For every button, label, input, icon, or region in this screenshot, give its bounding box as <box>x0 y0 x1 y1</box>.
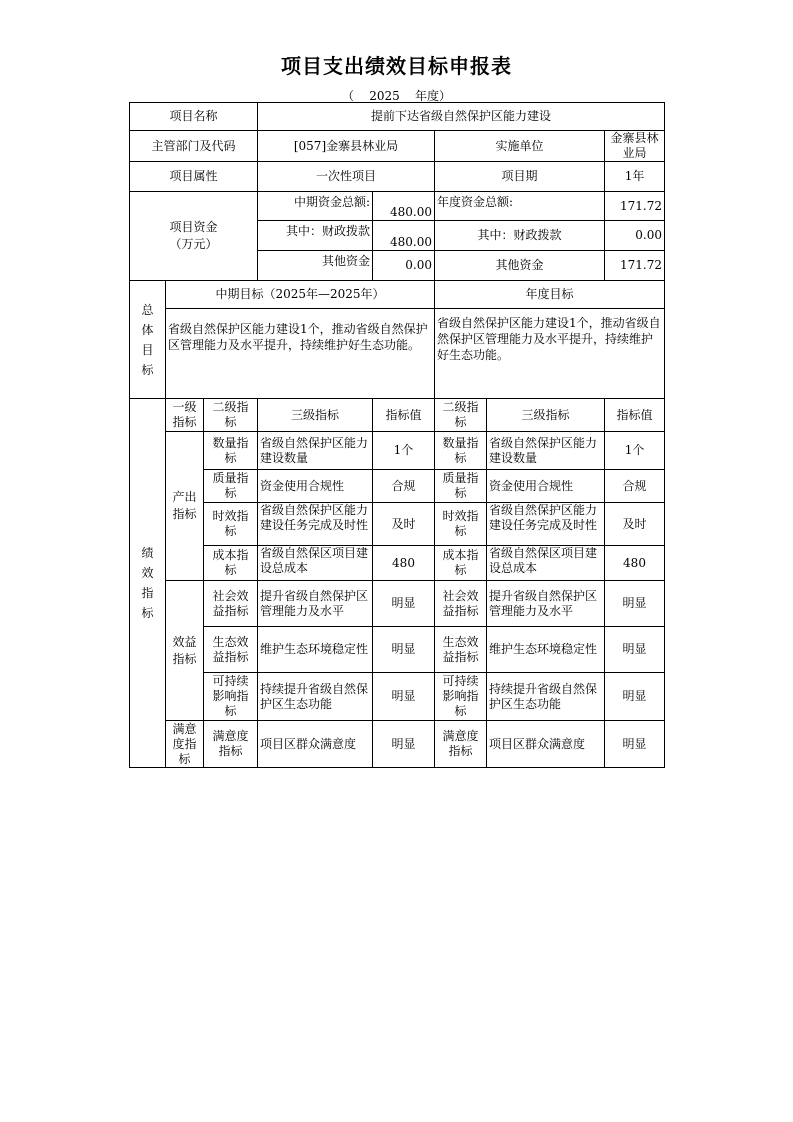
table-row <box>130 432 665 470</box>
perf-header-level1: 一级 指标 <box>166 399 204 432</box>
row-value: 及时 <box>373 503 435 546</box>
row-l3: 持续提升省级自然保护区生态功能 <box>258 673 373 721</box>
row-value: 明显 <box>373 581 435 627</box>
table-row <box>130 673 665 721</box>
row-value: 明显 <box>373 627 435 673</box>
table-row <box>130 503 665 546</box>
year-fin-value: 0.00 <box>605 221 665 251</box>
row-l2: 社会效 益指标 <box>204 581 258 627</box>
project-name-label: 项目名称 <box>130 103 258 131</box>
row-value: 480 <box>373 546 435 581</box>
table-row <box>130 546 665 581</box>
row-value-year: 480 <box>605 546 665 581</box>
row-l2: 生态效 益指标 <box>204 627 258 673</box>
project-name-value: 提前下达省级自然保护区能力建设 <box>258 103 665 131</box>
row-l2-year: 可持续 影响指 标 <box>435 673 487 721</box>
row-l3: 项目区群众满意度 <box>258 721 373 768</box>
row-l3: 省级自然保区项目建设总成本 <box>258 546 373 581</box>
mid-other-value: 0.00 <box>373 251 435 281</box>
year-other-value: 171.72 <box>605 251 665 281</box>
mid-fin-value: 480.00 <box>373 221 435 251</box>
table-row <box>130 581 665 627</box>
project-period-label: 项目期 <box>435 162 605 192</box>
table-row <box>130 470 665 503</box>
row-l2: 质量指 标 <box>204 470 258 503</box>
group-output: 产出 指标 <box>166 432 204 581</box>
perf-indicator-label: 绩 效 指 标 <box>130 399 166 768</box>
row-l2-year: 生态效 益指标 <box>435 627 487 673</box>
row-value: 明显 <box>373 673 435 721</box>
year-total-value: 171.72 <box>605 192 665 221</box>
row-l3: 资金使用合规性 <box>258 470 373 503</box>
mid-goal-header: 中期目标（2025年—2025年） <box>166 281 435 309</box>
row-value-year: 及时 <box>605 503 665 546</box>
perf-header-level3: 三级指标 <box>258 399 373 432</box>
project-period-value: 1年 <box>605 162 665 192</box>
row-value: 合规 <box>373 470 435 503</box>
row-l3-year: 省级自然保护区能力建设数量 <box>487 432 605 470</box>
form-title: 项目支出绩效目标申报表 <box>281 54 512 78</box>
row-l2: 数量指 标 <box>204 432 258 470</box>
row-l3-year: 项目区群众满意度 <box>487 721 605 768</box>
row-l3-year: 省级自然保护区能力建设任务完成及时性 <box>487 503 605 546</box>
group-satisfaction: 满意 度指 标 <box>166 721 204 768</box>
year-goal-text: 省级自然保护区能力建设1个，推动省级自然保护区管理能力及水平提升，持续维护好生态功能。 <box>435 309 665 399</box>
row-l3: 维护生态环境稳定性 <box>258 627 373 673</box>
row-value-year: 明显 <box>605 627 665 673</box>
row-l2-year: 时效指 标 <box>435 503 487 546</box>
perf-header-level2: 二级指 标 <box>204 399 258 432</box>
row-l3: 省级自然保护区能力建设任务完成及时性 <box>258 503 373 546</box>
row-l2: 时效指 标 <box>204 503 258 546</box>
row-l3-year: 维护生态环境稳定性 <box>487 627 605 673</box>
table-row <box>130 627 665 673</box>
year-other-label: 其他资金 <box>435 251 605 281</box>
mid-goal-text: 省级自然保护区能力建设1个，推动省级自然保护区管理能力及水平提升，持续维护好生态功能。 <box>166 309 435 399</box>
row-value-year: 明显 <box>605 721 665 768</box>
funds-label: 项目资金 （万元） <box>130 192 258 281</box>
year-goal-header: 年度目标 <box>435 281 665 309</box>
perf-header-level3-year: 三级指标 <box>487 399 605 432</box>
row-l2: 成本指 标 <box>204 546 258 581</box>
project-attr-label: 项目属性 <box>130 162 258 192</box>
row-value-year: 明显 <box>605 673 665 721</box>
row-value-year: 合规 <box>605 470 665 503</box>
impl-unit-value: 金寨县林业局 <box>605 131 665 162</box>
row-l2-year: 社会效 益指标 <box>435 581 487 627</box>
group-benefit: 效益 指标 <box>166 581 204 721</box>
dept-value: [057]金寨县林业局 <box>258 131 435 162</box>
perf-header-value: 指标值 <box>373 399 435 432</box>
row-l2: 可持续 影响指 标 <box>204 673 258 721</box>
overall-goal-label: 总 体 目 标 <box>130 281 166 399</box>
row-value-year: 明显 <box>605 581 665 627</box>
row-l3-year: 持续提升省级自然保护区生态功能 <box>487 673 605 721</box>
mid-other-label: 其他资金 <box>258 251 373 281</box>
perf-header-value-year: 指标值 <box>605 399 665 432</box>
year-total-label: 年度资金总额: <box>435 192 605 221</box>
row-l3: 提升省级自然保护区管理能力及水平 <box>258 581 373 627</box>
row-l2-year: 质量指 标 <box>435 470 487 503</box>
mid-total-label: 中期资金总额: <box>258 192 373 221</box>
mid-fin-label: 其中：财政拨款 <box>258 221 373 251</box>
row-value: 1个 <box>373 432 435 470</box>
year-unit: 年度） <box>415 89 452 103</box>
dept-label: 主管部门及代码 <box>130 131 258 162</box>
row-value-year: 1个 <box>605 432 665 470</box>
row-l2: 满意度 指标 <box>204 721 258 768</box>
row-l2-year: 成本指 标 <box>435 546 487 581</box>
table-row <box>130 721 665 768</box>
year-fin-label: 其中：财政拨款 <box>435 221 605 251</box>
year-value: 2025 <box>369 89 400 103</box>
row-l2-year: 数量指 标 <box>435 432 487 470</box>
row-l3: 省级自然保护区能力建设数量 <box>258 432 373 470</box>
year-open: （ <box>341 89 354 103</box>
perf-header-level2-year: 二级指 标 <box>435 399 487 432</box>
impl-unit-label: 实施单位 <box>435 131 605 162</box>
row-l3-year: 提升省级自然保护区管理能力及水平 <box>487 581 605 627</box>
performance-form-table <box>129 102 665 768</box>
row-l2-year: 满意度 指标 <box>435 721 487 768</box>
mid-total-value: 480.00 <box>373 192 435 221</box>
row-value: 明显 <box>373 721 435 768</box>
row-l3-year: 省级自然保区项目建设总成本 <box>487 546 605 581</box>
row-l3-year: 资金使用合规性 <box>487 470 605 503</box>
project-attr-value: 一次性项目 <box>258 162 435 192</box>
